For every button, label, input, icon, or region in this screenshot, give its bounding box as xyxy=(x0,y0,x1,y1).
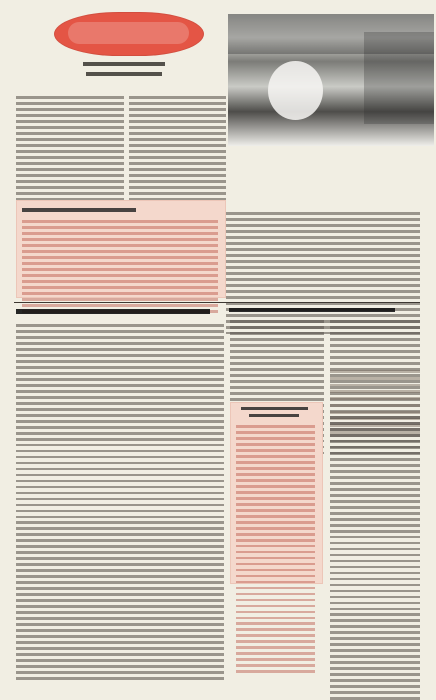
czech-text xyxy=(22,220,218,313)
inset-title-mark xyxy=(241,407,308,410)
inset-text xyxy=(236,425,315,673)
czech-section-title-mark xyxy=(22,208,136,212)
page-number xyxy=(16,586,28,596)
photo xyxy=(228,14,434,146)
bottom-right-text xyxy=(330,416,420,700)
famous-title-mark xyxy=(16,309,210,314)
header-badge-text xyxy=(73,17,185,33)
photo-right-band xyxy=(364,32,434,124)
photo-subject-face xyxy=(268,61,323,120)
center-intro-column xyxy=(129,96,226,213)
population-title-mark xyxy=(229,308,395,312)
header-title-mark xyxy=(83,62,165,66)
famous-column xyxy=(16,324,224,680)
inset-title-mark-2 xyxy=(249,414,299,417)
header-title-mark-2 xyxy=(86,72,162,76)
left-intro-column xyxy=(16,96,124,213)
photo-caption xyxy=(314,149,354,157)
